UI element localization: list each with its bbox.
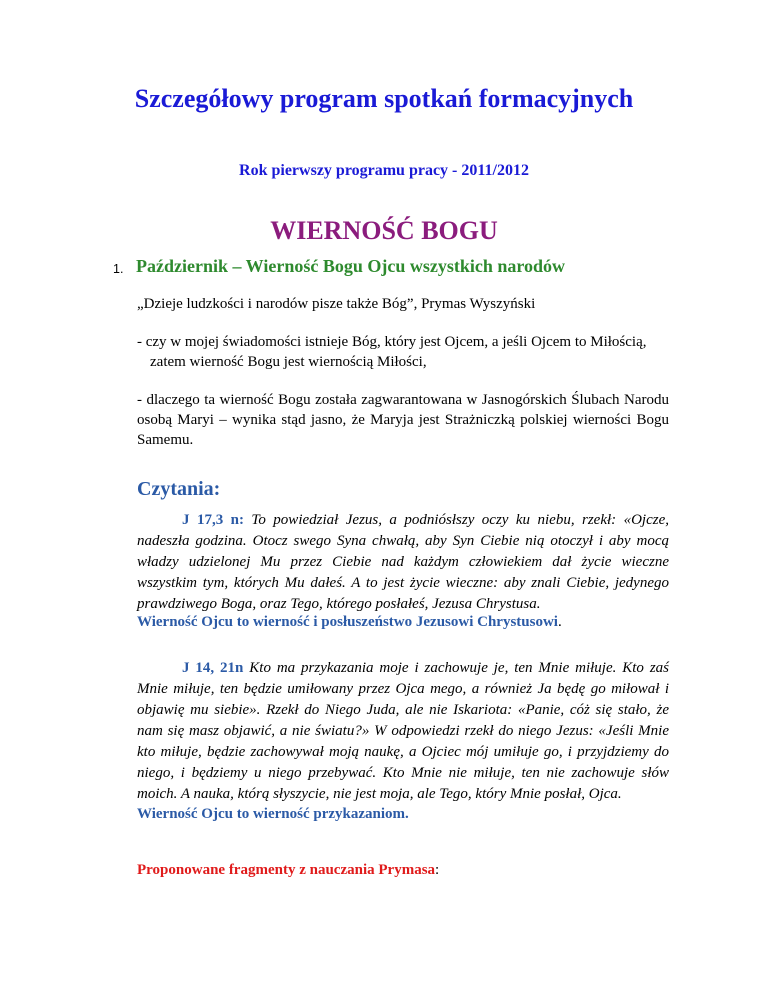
section-title: Październik – Wierność Bogu Ojcu wszystkich narodów (136, 256, 566, 276)
reading-2-ref: J 14, 21n (182, 660, 244, 676)
proposed-colon: : (435, 862, 440, 878)
theme-heading: WIERNOŚĆ BOGU (270, 216, 498, 245)
reading-2 (137, 658, 669, 805)
intro-point-1 (137, 332, 669, 372)
intro-quote: „Dzieje ludzkości i narodów pisze także Bóg”, Prymas Wyszyński (137, 296, 536, 312)
proposed-fragments-heading (137, 862, 439, 879)
document-title: Szczegółowy program spotkań formacyjnych (134, 84, 634, 113)
reading-1-note (137, 614, 562, 631)
intro-point-1-line-2: zatem wierność Bogu jest wiernością Miłości, (150, 354, 427, 370)
reading-1-note-text: Wierność Ojcu to wierność i posłuszeństwo Jezusowi Chrystusowi (137, 614, 558, 630)
section-number: 1. (113, 262, 124, 276)
proposed-label: Proponowane fragmenty z nauczania Prymasa (137, 862, 436, 878)
readings-heading: Czytania: (137, 478, 221, 500)
reading-2-text: Kto ma przykazania moje i zachowuje je, ten Mnie miłuje. Kto zaś Mnie miłuje, ten będzie umiłowany przez Ojca mego, a również Ja będę go miłował i objawię mu siebie». Rzekł do Niego Juda, ale nie Iskariota: «Panie, cóż się stało, że nam się masz objawić, a nie światu?» W odpowiedzi rzekł do niego Jezus: «Jeśli Mnie kto miłuje, będzie zachowywał moją naukę, a Ojciec mój umiłuje go, i przyjdziemy do niego, i będziemy u niego przebywać. Kto Mnie nie miłuje, ten nie zachowuje słów moich. A nauka, którą słyszycie, nie jest moja, ale Tego, który Mnie posłał, Ojca. (137, 660, 669, 802)
reading-1 (137, 510, 669, 615)
reading-1-text: To powiedział Jezus, a podniósłszy oczy ku niebu, rzekł: «Ojcze, nadeszła godzina. Otocz swego Syna chwałą, aby Syn Ciebie nią otoczył i aby mocą władzy udzielonej Mu przez Ciebie nad każdym człowiekiem dał życie wieczne wszystkim tym, których Mu dałeś. A to jest życie wieczne: aby znali Ciebie, jedynego prawdziwego Boga, oraz Tego, którego posłałeś, Jezusa Chrystusa. (137, 512, 669, 612)
reading-1-ref: J 17,3 n: (182, 512, 244, 528)
reading-1-note-end: . (557, 614, 562, 630)
intro-point-2: - dlaczego ta wierność Bogu została zagwarantowana w Jasnogórskich Ślubach Narodu osobą Maryi – wynika stąd jasno, że Maryja jest Strażniczką polskiej wierności Bogu Samemu. (137, 392, 669, 448)
document-subtitle: Rok pierwszy programu pracy - 2011/2012 (239, 162, 529, 179)
reading-2-note: Wierność Ojcu to wierność przykazaniom. (137, 806, 409, 822)
intro-point-1-line-1: - czy w mojej świadomości istnieje Bóg, który jest Ojcem, a jeśli Ojcem to Miłością, (137, 334, 647, 350)
